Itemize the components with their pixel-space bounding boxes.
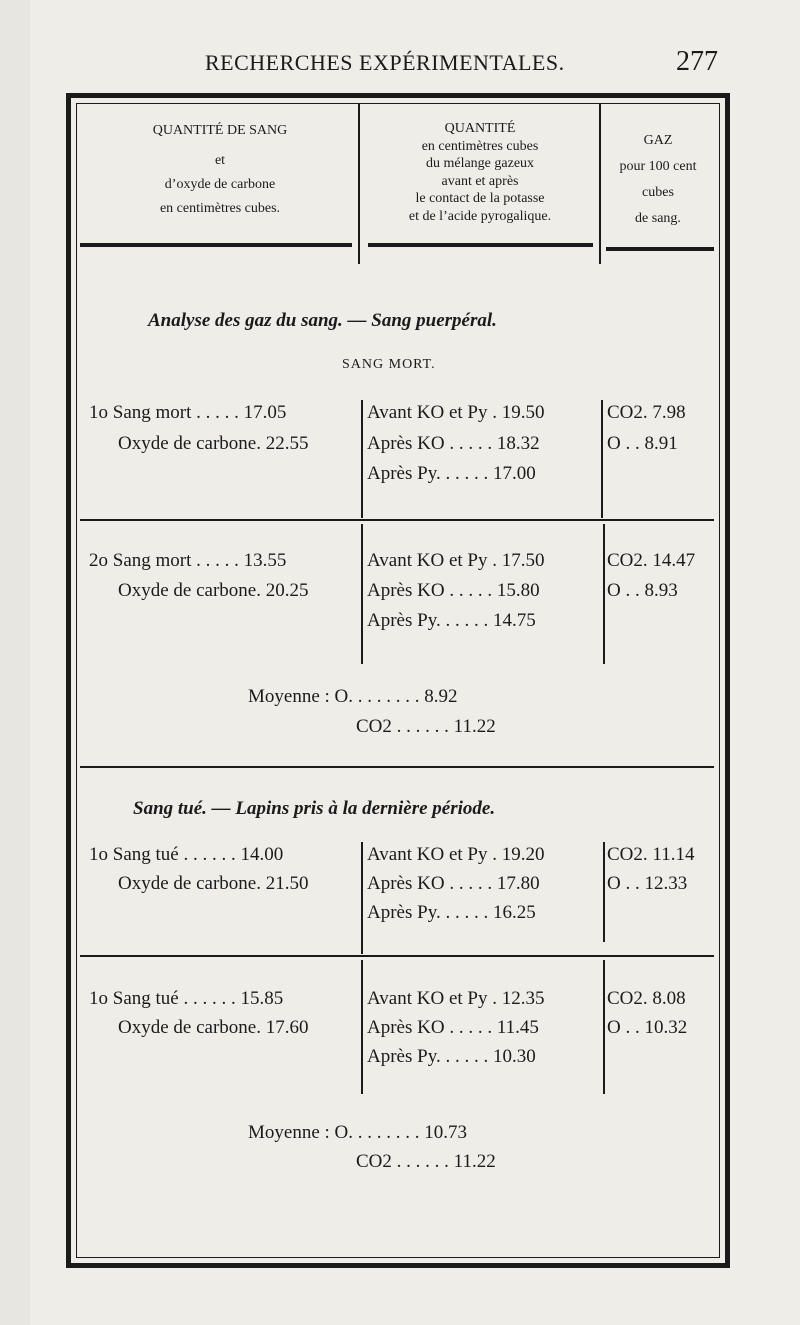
column-divider <box>361 400 363 518</box>
gas-line: Après KO . . . . . 17.80 <box>367 873 540 894</box>
header-col2-line: QUANTITÉ <box>444 121 516 136</box>
sample-line: 1o Sang mort . . . . . 17.05 <box>89 402 287 423</box>
page-number: 277 <box>676 46 718 77</box>
header-col3-line: GAZ <box>643 133 673 148</box>
header-col1-line: QUANTITÉ DE SANG <box>152 123 288 138</box>
result-line: O . . 10.32 <box>607 1017 688 1038</box>
result-line: O . . 8.91 <box>607 433 678 454</box>
header-rule <box>368 243 593 247</box>
gas-line: Avant KO et Py . 19.20 <box>367 844 545 865</box>
sample-line: 2o Sang mort . . . . . 13.55 <box>89 550 287 571</box>
gas-line: Après Py. . . . . . 17.00 <box>367 463 536 484</box>
column-divider <box>603 960 605 1094</box>
header-rule <box>606 247 714 251</box>
header-rule <box>80 243 352 247</box>
gas-line: Après KO . . . . . 15.80 <box>367 580 540 601</box>
gas-line: Après KO . . . . . 18.32 <box>367 433 540 454</box>
column-divider <box>603 842 605 942</box>
group-rule <box>80 519 714 521</box>
header-col1-line: et <box>214 153 226 168</box>
header-col1-line: d’oxyde de carbone <box>164 177 276 192</box>
header-col1-line: en centimètres cubes. <box>159 201 281 216</box>
header-divider <box>358 104 360 264</box>
section-title: Sang tué. — Lapins pris à la dernière période. <box>133 798 496 819</box>
header-col3-line: pour 100 cent <box>619 159 697 174</box>
table-frame-inner <box>76 103 720 1258</box>
header-col2-line: en centimètres cubes <box>421 138 539 154</box>
result-line: O . . 8.93 <box>607 580 678 601</box>
result-line: CO2. 11.14 <box>607 844 695 865</box>
sample-line: Oxyde de carbone. 17.60 <box>118 1017 309 1038</box>
average-line: Moyenne : O. . . . . . . . 8.92 <box>248 686 458 707</box>
average-line: Moyenne : O. . . . . . . . 10.73 <box>248 1122 468 1143</box>
header-col2 <box>364 120 596 225</box>
gas-line: Après Py. . . . . . 16.25 <box>367 902 536 923</box>
sample-line: Oxyde de carbone. 21.50 <box>118 873 309 894</box>
section-subtitle: SANG MORT. <box>342 357 436 372</box>
header-col2-line: le contact de la potasse <box>415 191 545 206</box>
result-line: O . . 12.33 <box>607 873 688 894</box>
column-divider <box>361 842 363 954</box>
average-line: CO2 . . . . . . 11.22 <box>356 1151 496 1172</box>
sample-line: 1o Sang tué . . . . . . 14.00 <box>89 844 284 865</box>
header-divider <box>599 104 601 264</box>
header-col1 <box>90 122 350 218</box>
header-col2-line: avant et après <box>441 173 519 189</box>
column-divider <box>603 524 605 664</box>
section-title: Analyse des gaz du sang. — Sang puerpéral. <box>148 310 497 331</box>
gas-line: Après Py. . . . . . 14.75 <box>367 610 536 631</box>
result-line: CO2. 8.08 <box>607 988 686 1009</box>
header-col3 <box>600 128 716 232</box>
average-line: CO2 . . . . . . 11.22 <box>356 716 496 737</box>
column-divider <box>361 960 363 1094</box>
sample-line: Oxyde de carbone. 20.25 <box>118 580 309 601</box>
section-rule <box>80 766 714 768</box>
gas-line: Après Py. . . . . . 10.30 <box>367 1046 536 1067</box>
gas-line: Avant KO et Py . 17.50 <box>367 550 545 571</box>
column-divider <box>361 524 363 664</box>
group-rule <box>80 955 714 957</box>
sample-line: 1o Sang tué . . . . . . 15.85 <box>89 988 284 1009</box>
running-head: RECHERCHES EXPÉRIMENTALES. <box>205 50 565 75</box>
header-col2-line: du mélange gazeux <box>425 156 535 171</box>
gas-line: Après KO . . . . . 11.45 <box>367 1017 539 1038</box>
sample-line: Oxyde de carbone. 22.55 <box>118 433 309 454</box>
gas-line: Avant KO et Py . 12.35 <box>367 988 545 1009</box>
column-divider <box>601 400 603 518</box>
gas-line: Avant KO et Py . 19.50 <box>367 402 545 423</box>
result-line: CO2. 14.47 <box>607 550 696 571</box>
result-line: CO2. 7.98 <box>607 402 686 423</box>
header-col3-line: de sang. <box>635 211 681 226</box>
header-col2-line: et de l’acide pyrogalique. <box>408 208 552 224</box>
header-col3-line: cubes <box>642 185 674 200</box>
